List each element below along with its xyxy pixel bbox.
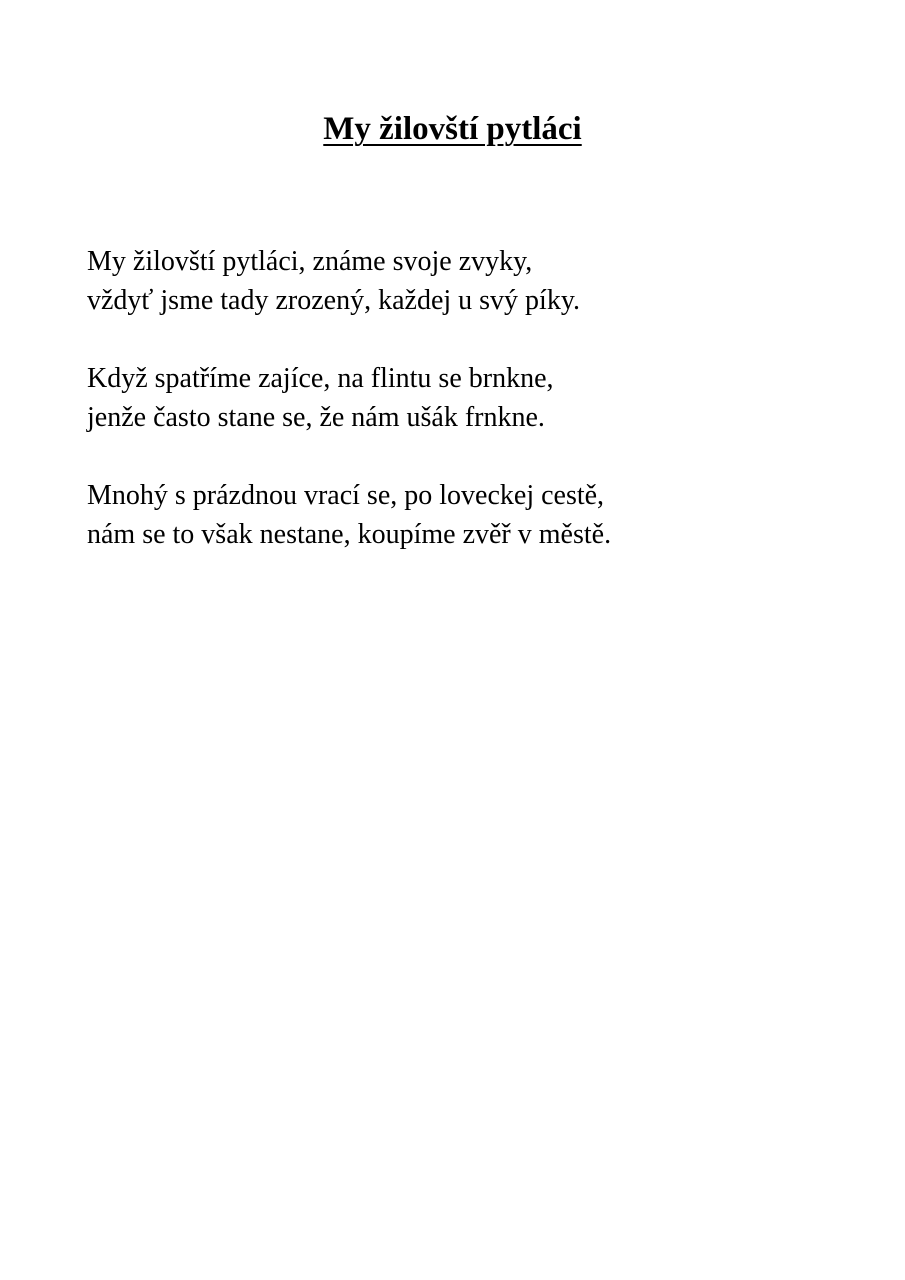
stanza bbox=[87, 242, 867, 320]
poem-line: jenže často stane se, že nám ušák frnkne. bbox=[87, 402, 545, 433]
poem-line: Když spatříme zajíce, na flintu se brnkne, bbox=[87, 363, 554, 394]
poem-line: My žilovští pytláci, známe svoje zvyky, bbox=[87, 246, 533, 277]
poem-line: nám se to však nestane, koupíme zvěř v městě. bbox=[87, 519, 612, 550]
poem-title: My žilovští pytláci bbox=[323, 111, 582, 147]
poem-line: Mnohý s prázdnou vrací se, po loveckej cestě, bbox=[87, 480, 605, 511]
stanza bbox=[87, 476, 867, 554]
poem-body bbox=[87, 242, 867, 593]
poem-line: vždyť jsme tady zrozený, každej u svý píky. bbox=[87, 285, 581, 316]
stanza bbox=[87, 359, 867, 437]
